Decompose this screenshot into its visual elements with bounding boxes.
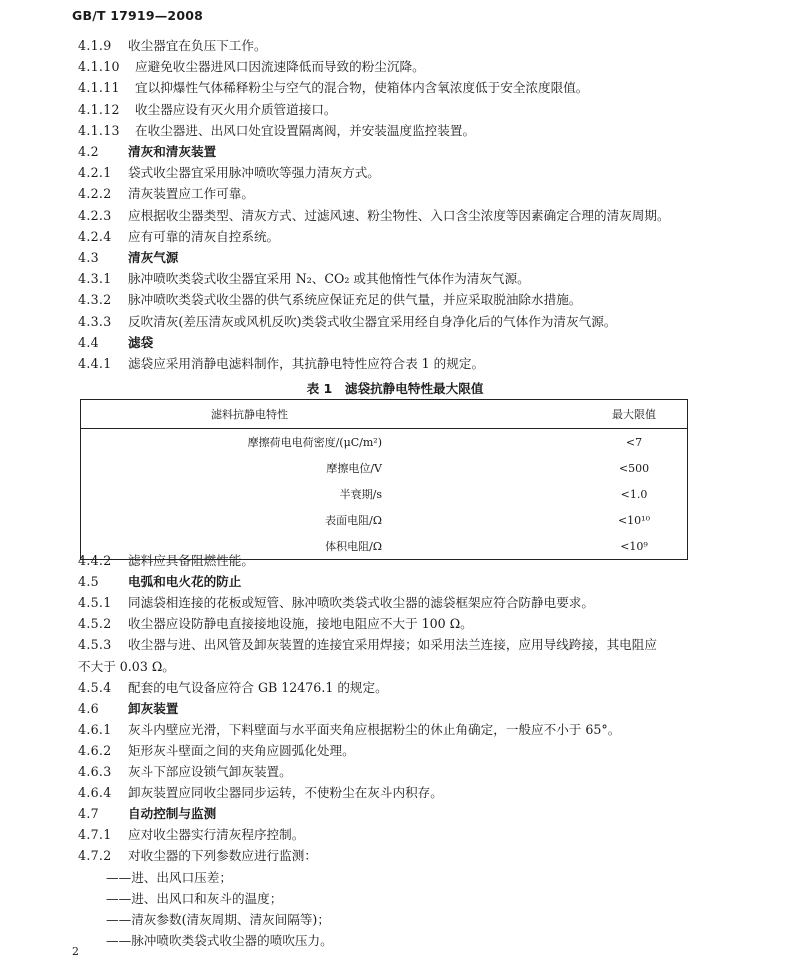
- clause-line: [78, 102, 337, 118]
- clause-number: 4.1.11: [78, 80, 120, 96]
- clause-text: 卸灰装置应同收尘器同步运转，不使粉尘在灰斗内积存。: [128, 785, 443, 801]
- clause-line: [78, 743, 355, 759]
- section-heading: [78, 701, 178, 717]
- clause-number: 4.4.2: [78, 553, 112, 568]
- list-item: [106, 891, 282, 907]
- clause-number: 4.3: [78, 250, 99, 265]
- section-heading: [78, 806, 216, 822]
- clause-number: 4.3.3: [78, 313, 112, 329]
- clause-number: 4.3.1: [78, 271, 112, 287]
- table-cell-limit: <1.0: [620, 487, 648, 501]
- clause-text: 灰斗下部应设锁气卸灰装置。: [128, 764, 292, 779]
- list-item: [106, 912, 330, 928]
- clause-number: 4.2.4: [78, 228, 112, 244]
- table-cell-property: 摩擦电位/V: [326, 462, 382, 475]
- clause-text: 自动控制与监测: [128, 806, 217, 822]
- clause-line: [78, 80, 588, 96]
- clause-number: 4.5.1: [78, 595, 112, 611]
- clause-text: 脉冲喷吹类袋式收尘器宜采用 N₂、CO₂ 或其他惰性气体作为清灰气源。: [128, 271, 530, 287]
- section-heading: [78, 574, 241, 590]
- clause-number: 4.2.2: [78, 186, 112, 202]
- clause-line: [78, 186, 254, 202]
- clause-text: 应对收尘器实行清灰程序控制。: [128, 827, 305, 843]
- clause-line: [78, 59, 425, 75]
- clause-number: 4.6.3: [78, 764, 112, 779]
- clause-text: ——脉冲喷吹类袋式收尘器的喷吹压力。: [106, 932, 333, 948]
- clause-text: 袋式收尘器宜采用脉冲喷吹等强力清灰方式。: [128, 165, 380, 181]
- clause-text: ——进、出风口和灰斗的温度；: [106, 890, 283, 906]
- clause-text: 同滤袋相连接的花板或短管、脉冲喷吹类袋式收尘器的滤袋框架应符合防静电要求。: [128, 595, 594, 611]
- clause-line: [78, 659, 175, 675]
- clause-number: 4.7: [78, 806, 99, 822]
- clause-number: 4.1.12: [78, 101, 120, 117]
- clause-line: [78, 764, 292, 780]
- table-row: [81, 429, 688, 456]
- table-cell-property: 摩擦荷电电荷密度/(μC/m²): [247, 436, 382, 449]
- clause-text: 灰斗内壁应光滑，下料壁面与水平面夹角应根据粉尘的休止角确定，一般应不小于 65°。: [128, 721, 621, 737]
- table-cell-limit: <500: [618, 461, 650, 475]
- clause-number: 4.7.2: [78, 848, 112, 864]
- table-cell-limit: <7: [625, 435, 643, 449]
- section-heading: [78, 250, 178, 266]
- antistatic-limits-table: [80, 399, 688, 560]
- clause-line: [78, 616, 473, 632]
- clause-number: 4.5.2: [78, 616, 112, 632]
- clause-line: [78, 785, 443, 801]
- clause-number: 4.7.1: [78, 827, 112, 843]
- table-cell-property: 半衰期/s: [339, 488, 382, 501]
- clause-text: 脉冲喷吹类袋式收尘器的供气系统应保证充足的供气量，并应采取脱油除水措施。: [128, 292, 582, 308]
- clause-text: 应有可靠的清灰自控系统。: [128, 228, 280, 244]
- clause-text: 应避免收尘器进风口因流速降低而导致的粉尘沉降。: [135, 59, 425, 75]
- clause-text: 卸灰装置: [128, 700, 179, 716]
- clause-number: 4.1.10: [78, 59, 120, 75]
- clause-text: 滤料应具备阻燃性能。: [128, 553, 254, 568]
- clause-text: 配套的电气设备应符合 GB 12476.1 的规定。: [128, 679, 388, 695]
- table-cell-property: 体积电阻/Ω: [325, 540, 382, 553]
- clause-line: [78, 680, 388, 696]
- clause-number: 4.2: [78, 144, 99, 159]
- clause-text: ——清灰参数(清灰周期、清灰间隔等)；: [106, 911, 330, 927]
- clause-number: 4.1.13: [78, 122, 120, 138]
- clause-number: 4.6.1: [78, 721, 112, 737]
- clause-text: 不大于 0.03 Ω。: [78, 658, 175, 674]
- table-row: [81, 507, 688, 533]
- standard-code: GB/T 17919—2008: [72, 8, 204, 23]
- table-title: 表 1 滤袋抗静电特性最大限值: [306, 381, 484, 396]
- table-cell-limit: <10¹⁰: [617, 513, 651, 527]
- clause-line: [78, 123, 475, 139]
- clause-text: 滤袋应采用消静电滤料制作，其抗静电特性应符合表 1 的规定。: [128, 356, 485, 371]
- clause-text: 清灰气源: [128, 250, 179, 265]
- clause-number: 4.5.3: [78, 637, 112, 653]
- clause-number: 4.1.9: [78, 38, 112, 53]
- list-item: [106, 870, 232, 886]
- list-item: [106, 933, 333, 949]
- clause-text: ——进、出风口压差；: [106, 869, 232, 885]
- clause-text: 收尘器与进、出风管及卸灰装置的连接宜采用焊接；如采用法兰连接，应用导线跨接，其电阻应: [128, 637, 657, 653]
- table-body: [81, 429, 688, 560]
- clause-line: [78, 722, 620, 738]
- clause-number: 4.4: [78, 334, 99, 350]
- clause-text: 电弧和电火花的防止: [128, 574, 242, 590]
- clause-text: 对收尘器的下列参数应进行监测：: [128, 848, 317, 864]
- clause-number: 4.6.4: [78, 785, 112, 801]
- clause-number: 4.5: [78, 574, 99, 590]
- table-cell-limit: <10⁹: [620, 539, 648, 553]
- clause-line: [78, 292, 581, 308]
- clause-line: [78, 38, 267, 54]
- clause-line: [78, 595, 594, 611]
- table-header-property: 滤料抗静电特性: [81, 400, 423, 429]
- clause-text: 滤袋: [128, 334, 154, 350]
- clause-text: 收尘器应设防静电直接接地设施，接地电阻应不大于 100 Ω。: [128, 616, 473, 632]
- table-header-limit: 最大限值: [422, 400, 688, 429]
- clause-number: 4.6.2: [78, 742, 112, 758]
- clause-line: [78, 271, 530, 287]
- clause-number: 4.2.3: [78, 207, 112, 223]
- clause-number: 4.3.2: [78, 292, 112, 308]
- table-cell-property: 表面电阻/Ω: [325, 514, 382, 527]
- clause-text: 收尘器应设有灭火用介质管道接口。: [135, 101, 337, 117]
- clause-text: 应根据收尘器类型、清灰方式、过滤风速、粉尘物性、入口含尘浓度等因素确定合理的清灰周期。: [128, 207, 670, 223]
- table-row: [81, 455, 688, 481]
- section-heading: [78, 144, 216, 160]
- clause-text: 反吹清灰(差压清灰或风机反吹)类袋式收尘器宜采用经自身净化后的气体作为清灰气源。: [128, 313, 617, 329]
- clause-line: [78, 827, 304, 843]
- page-number: 2: [72, 945, 79, 958]
- clause-text: 收尘器宜在负压下工作。: [128, 38, 267, 53]
- clause-line: [78, 356, 484, 372]
- clause-line: [78, 229, 279, 245]
- clause-text: 矩形灰斗壁面之间的夹角应圆弧化处理。: [128, 742, 355, 758]
- clause-number: 4.5.4: [78, 679, 112, 695]
- clause-line: [78, 848, 317, 864]
- clause-line: [78, 553, 254, 569]
- clause-text: 清灰和清灰装置: [128, 144, 217, 159]
- clause-line: [78, 208, 670, 224]
- clause-text: 清灰装置应工作可靠。: [128, 186, 254, 202]
- clause-number: 4.4.1: [78, 356, 112, 371]
- table-row: [81, 481, 688, 507]
- section-heading: [78, 335, 153, 351]
- clause-line: [78, 165, 380, 181]
- clause-number: 4.6: [78, 700, 99, 716]
- clause-text: 宜以抑爆性气体稀释粉尘与空气的混合物，使箱体内含氧浓度低于安全浓度限值。: [135, 80, 589, 96]
- clause-text: 在收尘器进、出风口处宜设置隔离阀，并安装温度监控装置。: [135, 122, 476, 138]
- table-header-row: [81, 400, 688, 429]
- clause-line: [78, 314, 616, 330]
- clause-line: [78, 637, 657, 653]
- clause-number: 4.2.1: [78, 165, 112, 181]
